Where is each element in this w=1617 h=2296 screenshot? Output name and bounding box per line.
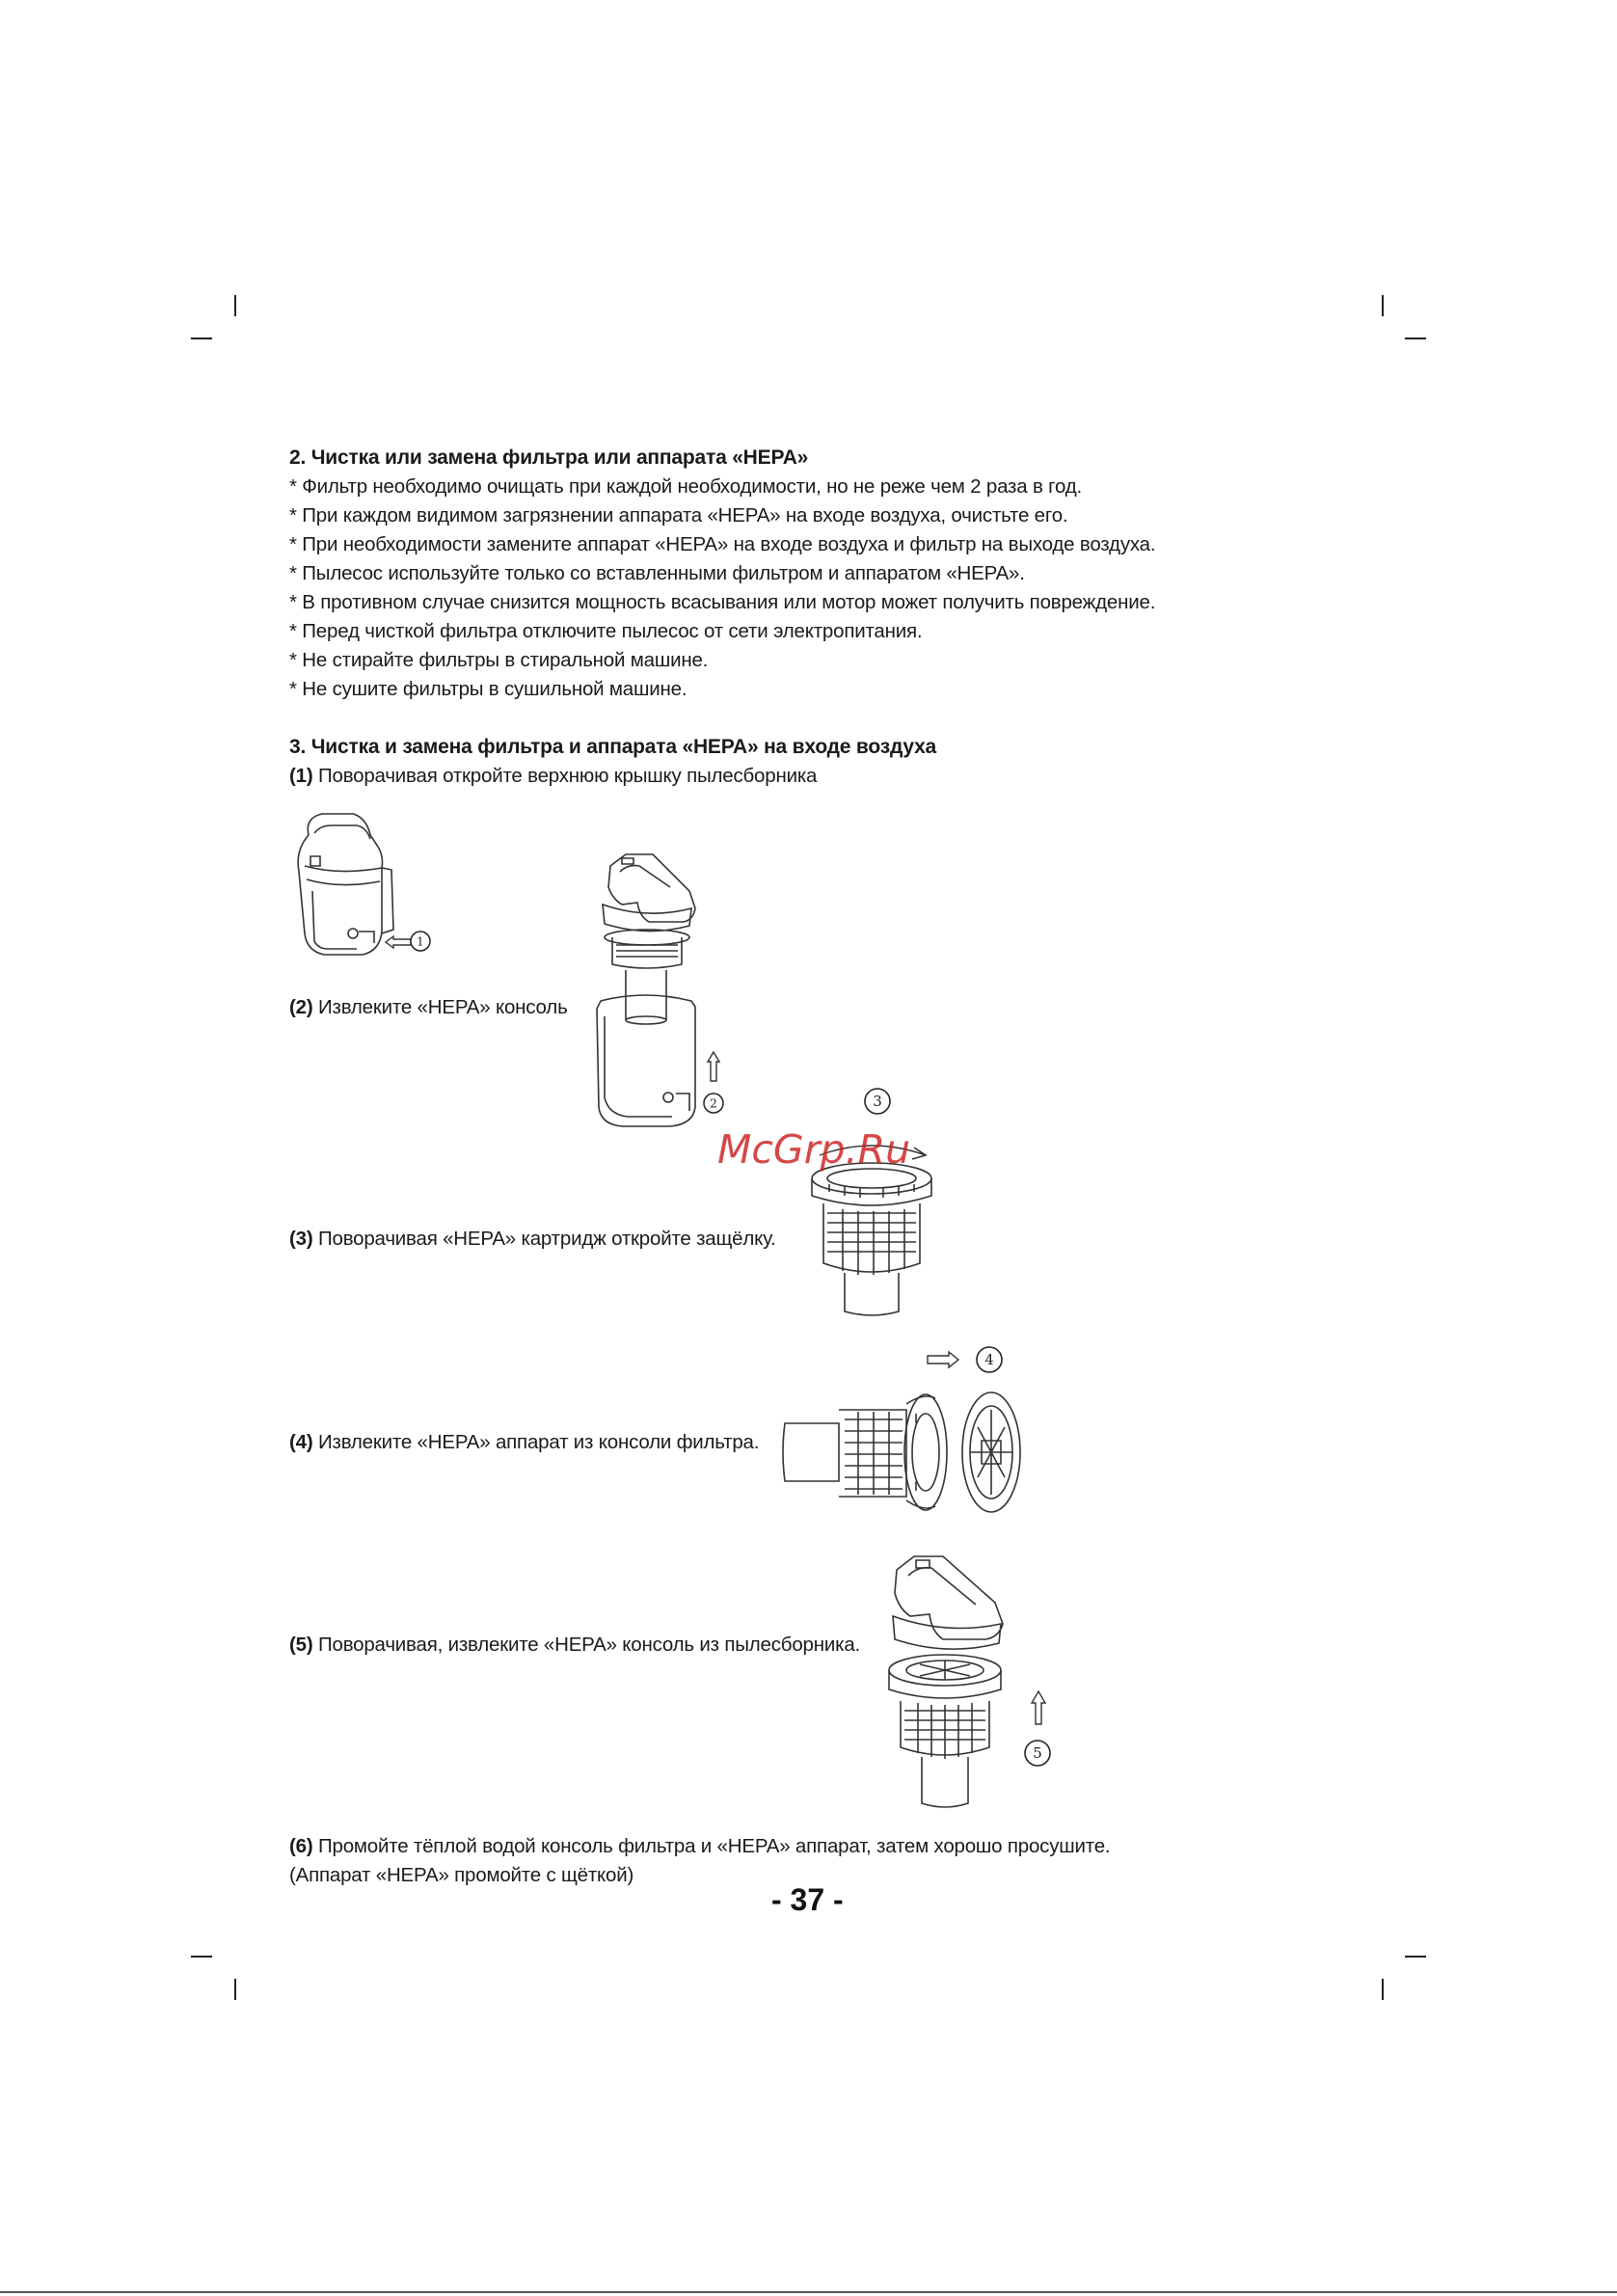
crop-mark-bottom-left-h [191,1956,212,1958]
step-6-note: (Аппарат «HEPA» промойте с щёткой) [289,1864,634,1886]
step-number: (6) [289,1835,313,1857]
crop-mark-top-left-h [191,338,212,339]
hepa-console-removal-icon [876,1547,1030,1817]
section3-heading: 3. Чистка и замена фильтра и аппарата «HEPA» на входе воздуха [289,736,937,758]
bullet-item: * При каждом видимом загрязнении аппарата «HEPA» на входе воздуха, очистьте его. [289,504,1068,527]
page-bottom-rule [0,2291,1617,2293]
callout-5 [1022,1738,1053,1769]
step-number: (3) [289,1228,313,1250]
crop-mark-bottom-left-v [234,1979,236,2000]
page-number: - 37 - [771,1882,844,1917]
svg-text:1: 1 [417,934,424,949]
step-2 [289,996,568,1019]
watermark: McGrp.Ru [717,1126,911,1173]
step-number: (2) [289,996,313,1018]
crop-mark-bottom-right-v [1382,1979,1384,2000]
callout-3 [862,1086,893,1117]
crop-mark-top-right-v [1382,295,1384,316]
step-3 [289,1228,776,1251]
arrow-up-icon [1030,1689,1047,1726]
step-6 [289,1835,1110,1858]
svg-text:4: 4 [984,1351,994,1368]
step-text: Извлеките «HEPA» аппарат из консоли фильтра. [312,1431,760,1453]
bullet-item: * Не сушите фильтры в сушильной машине. [289,678,687,700]
step-number: (1) [289,765,313,787]
step-number: (5) [289,1634,313,1656]
step-text: Извлеките «HEPA» консоль [312,996,568,1018]
hepa-cartridge-separated-icon [781,1385,1032,1522]
callout-2 [702,1092,725,1115]
step-text: Промойте тёплой водой консоль фильтра и «HEPA» аппарат, затем хорошо просушите. [312,1835,1111,1857]
hepa-console-icon [583,845,718,1134]
callout-4 [974,1344,1005,1375]
step-text: Поворачивая, извлеките «HEPA» консоль из пылесборника. [312,1634,861,1656]
callout-1 [409,930,432,953]
svg-text:2: 2 [710,1096,717,1111]
bullet-item: * Перед чисткой фильтра отключите пылесос от сети электропитания. [289,620,923,642]
step-number: (4) [289,1431,313,1453]
crop-mark-bottom-right-h [1405,1956,1426,1958]
step-4 [289,1431,759,1454]
bullet-item: * При необходимости замените аппарат «HEPA» на входе воздуха и фильтр на выходе воздуха. [289,533,1156,555]
svg-text:3: 3 [873,1093,882,1110]
crop-mark-top-right-h [1405,338,1426,339]
section2-heading: 2. Чистка или замена фильтра или аппарата «HEPA» [289,446,809,469]
step-5 [289,1634,860,1657]
arrow-right-icon [926,1350,960,1369]
bullet-item: * Не стирайте фильтры в стиральной машине. [289,649,709,671]
svg-text:5: 5 [1033,1744,1042,1762]
bullet-item: * Фильтр необходимо очищать при каждой необходимости, но не реже чем 2 раза в год. [289,475,1082,498]
crop-mark-top-left-v [234,295,236,316]
bullet-item: * В противном случае снизится мощность всасывания или мотор может получить повреждение. [289,591,1156,613]
step-text: Поворачивая откройте верхнюю крышку пылесборника [312,765,818,787]
step-1 [289,765,817,788]
step-text: Поворачивая «HEPA» картридж откройте защёлку. [312,1228,776,1250]
bullet-item: * Пылесос используйте только со вставленными фильтром и аппаратом «HEPA». [289,562,1025,584]
arrow-up-icon [706,1050,721,1083]
